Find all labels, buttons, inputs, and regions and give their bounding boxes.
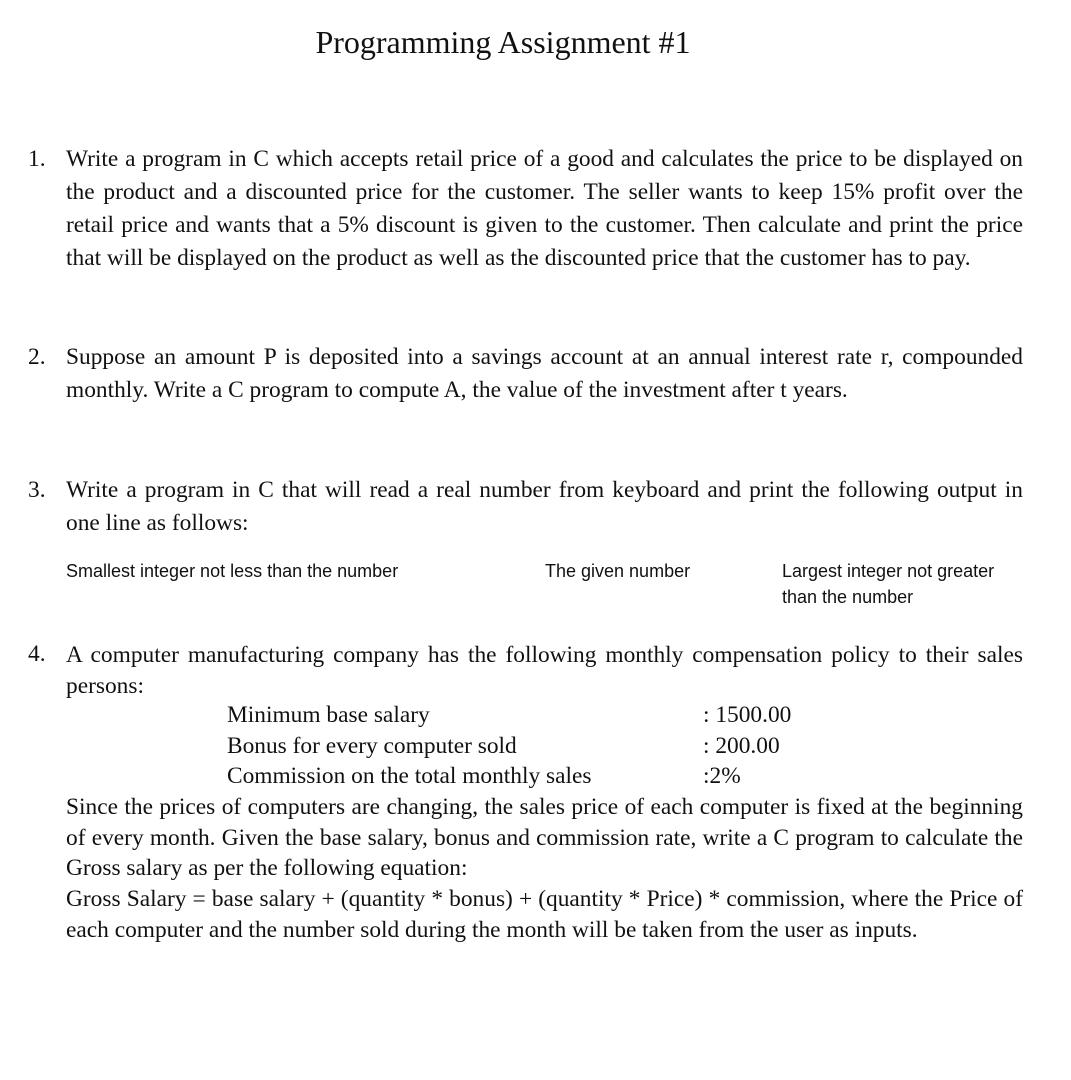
- policy-value-commission: :2%: [703, 763, 741, 789]
- policy-label-commission: Commission on the total monthly sales: [227, 763, 592, 789]
- item-1-text: Write a program in C which accepts retail price of a good and calculates the price to be displayed on the product and a discounted price for the customer. The seller wants to keep 15% profit over the retail price and wants that a 5% discount is given to the customer. Then calculate and print the price that will be displayed on the product as well as the discounted price that the customer has to pay.: [66, 146, 1023, 271]
- output-column-smallest: Smallest integer not less than the number: [66, 561, 399, 581]
- page-title: Programming Assignment #1: [315, 24, 691, 60]
- policy-value-bonus: : 200.00: [703, 733, 780, 759]
- output-column-largest: Largest integer not greater than the number: [782, 561, 995, 607]
- policy-label-base: Minimum base salary: [227, 702, 430, 728]
- output-column-given: The given number: [545, 561, 691, 581]
- item-4-number: 4.: [28, 641, 46, 667]
- item-2-number: 2.: [28, 344, 46, 370]
- item-4-text: A computer manufacturing company has the following monthly compensation policy to their sales persons:: [66, 642, 1023, 699]
- item-4-equation: Gross Salary = base salary + (quantity * bonus) + (quantity * Price) * commission, where the Price of each computer and the number sold during the month will be taken from the user as inputs.: [66, 886, 1023, 943]
- policy-label-bonus: Bonus for every computer sold: [227, 733, 517, 759]
- item-1-number: 1.: [28, 146, 46, 172]
- item-2-text: Suppose an amount P is deposited into a savings account at an annual interest rate r, compounded monthly. Write a C program to compute A, the value of the investment after t years.: [66, 344, 1023, 403]
- item-3-number: 3.: [28, 477, 46, 503]
- item-3-text: Write a program in C that will read a real number from keyboard and print the following output in one line as follows:: [66, 477, 1023, 536]
- policy-value-base: : 1500.00: [703, 702, 792, 728]
- item-4-text-after: Since the prices of computers are changing, the sales price of each computer is fixed at the beginning of every month. Given the base salary, bonus and commission rate, write a C program to calculate the Gross salary as per the following equation:: [66, 794, 1023, 881]
